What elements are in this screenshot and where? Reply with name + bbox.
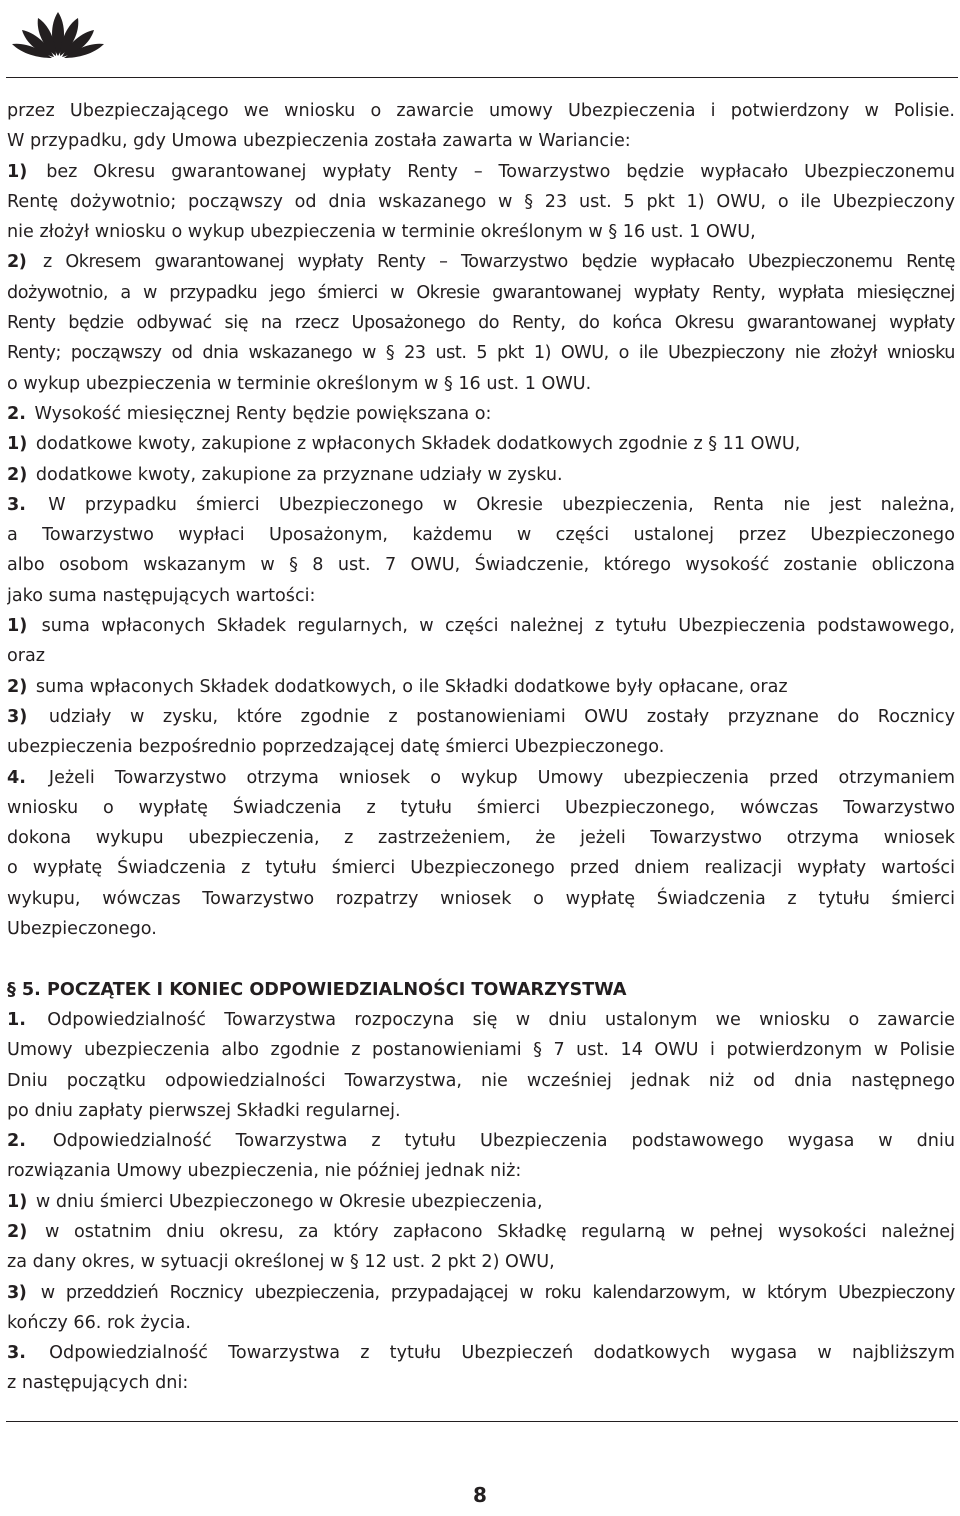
item-number: 1) [7,161,28,182]
text-line [7,247,955,277]
line-text: albo osobom wskazanym w § 8 ust. 7 OWU, Świadczenie, którego wysokość zostanie obliczona [7,555,955,576]
line-text: za dany okres, w sytuacji określonej w § 12 ust. 2 pkt 2) OWU, [7,1252,555,1273]
line-text: dodatkowe kwoty, zakupione z wpłaconych Składek dodatkowych zgodnie z § 11 OWU, [35,434,801,455]
text-line [7,1278,955,1308]
line-text: udziały w zysku, które zgodnie z postanowieniami OWU zostały przyznane do Rocznicy [48,706,955,727]
item-number: 2) [7,676,28,697]
line-text: Ubezpieczonego. [7,919,157,940]
text-line [7,369,955,399]
line-text: z następujących dni: [7,1373,189,1394]
text-line [7,96,955,126]
leaf-fan-logo-icon [10,8,106,58]
text-line [7,338,955,368]
line-text: Renty; począwszy od dnia wskazanego w § 23 ust. 5 pkt 1) OWU, o ile Ubezpieczony nie złożył wniosku [7,343,955,364]
company-logo [10,8,106,58]
text-line [7,1368,955,1398]
text-line [7,763,955,793]
page-number: 8 [473,1483,487,1507]
line-text: Dniu początku odpowiedzialności Towarzystwa, nie wcześniej jednak niż od dnia następnego [7,1070,955,1091]
header-divider [6,77,958,78]
text-line [7,853,955,883]
text-line [7,1217,955,1247]
text-line [7,126,955,156]
text-line [7,884,955,914]
line-text: dokona wykupu ubezpieczenia, z zastrzeżeniem, że jeżeli Towarzystwo otrzyma wniosek [7,828,955,849]
text-line [7,429,955,459]
line-text: W przypadku, gdy Umowa ubezpieczenia została zawarta w Wariancie: [7,131,631,152]
line-text: Odpowiedzialność Towarzystwa rozpoczyna się w dniu ustalonym we wniosku o zawarcie [47,1009,955,1030]
line-text: w przeddzień Rocznicy ubezpieczenia, przypadającej w roku kalendarzowym, w którym Ubezpieczony [40,1282,955,1303]
line-text: rozwiązania Umowy ubezpieczenia, nie później jednak niż: [7,1161,522,1182]
item-number: 2) [7,464,28,485]
line-text: wniosku o wypłatę Świadczenia z tytułu śmierci Ubezpieczonego, wówczas Towarzystwo [7,797,955,818]
text-line [7,581,955,611]
item-number: 1) [7,616,28,637]
line-text: o wypłatę Świadczenia z tytułu śmierci Ubezpieczonego przed dniem realizacji wypłaty wartości [7,858,955,879]
line-text: po dniu zapłaty pierwszej Składki regularnej. [7,1100,401,1121]
text-line [7,278,955,308]
item-number: 1. [7,1009,26,1030]
text-line [7,1096,955,1126]
text-line [7,217,955,247]
line-text: Umowy ubezpieczenia albo zgodnie z postanowieniami § 7 ust. 14 OWU i potwierdzonym w Polisie [7,1040,955,1061]
text-line [7,1187,955,1217]
text-line [7,823,955,853]
text-line [7,1308,955,1338]
item-number: 2) [7,1221,28,1242]
text-line [7,732,955,762]
text-line [7,399,955,429]
text-line [7,1156,955,1186]
text-line [7,157,955,187]
line-text: dożywotnio, a w przypadku jego śmierci w Okresie gwarantowanej wypłaty Renty, wypłata miesięcznej [7,282,955,303]
line-text: W przypadku śmierci Ubezpieczonego w Okresie ubezpieczenia, Renta nie jest należna, [48,494,955,515]
text-line [7,1066,955,1096]
text-line [7,460,955,490]
text-line [7,611,955,641]
line-text: a Towarzystwo wypłaci Uposażonym, każdemu w części ustalonej przez Ubezpieczonego [7,525,955,546]
text-line [7,187,955,217]
text-line [7,702,955,732]
text-line [7,520,955,550]
text-line [7,914,955,944]
footer-divider [6,1421,958,1422]
text-line [7,672,955,702]
line-text: Odpowiedzialność Towarzystwa z tytułu Ubezpieczenia podstawowego wygasa w dniu [52,1131,955,1152]
line-text: wykupu, wówczas Towarzystwo rozpatrzy wniosek o wypłatę Świadczenia z tytułu śmierci [7,888,955,909]
item-number: 2) [7,252,27,273]
item-number: 2. [7,1131,26,1152]
line-text: Jeżeli Towarzystwo otrzyma wniosek o wykup Umowy ubezpieczenia przed otrzymaniem [48,767,955,788]
blank-line [7,944,955,974]
item-number: 2. [7,403,26,424]
item-number: 3. [7,1343,26,1364]
line-text: w dniu śmierci Ubezpieczonego w Okresie ubezpieczenia, [35,1191,543,1212]
line-text: Wysokość miesięcznej Renty będzie powiększana o: [34,403,492,424]
text-line [7,1035,955,1065]
text-line [7,550,955,580]
line-text: bez Okresu gwarantowanej wypłaty Renty – Towarzystwo będzie wypłacało Ubezpieczonemu [46,161,955,182]
line-text: nie złożył wniosku o wykup ubezpieczenia w terminie określonym w § 16 ust. 1 OWU, [7,222,756,243]
document-body [7,96,955,1399]
line-text: Renty będzie odbywać się na rzecz Uposażonego do Renty, do końca Okresu gwarantowanej wypłaty [7,313,955,334]
line-text: ubezpieczenia bezpośrednio poprzedzającej datę śmierci Ubezpieczonego. [7,737,665,758]
line-text: z Okresem gwarantowanej wypłaty Renty – Towarzystwo będzie wypłacało Ubezpieczonemu Rentę [42,252,955,273]
item-number: 3) [7,1282,27,1303]
line-text: oraz [7,646,46,667]
line-text: suma wpłaconych Składek dodatkowych, o ile Składki dodatkowe były opłacane, oraz [35,676,788,697]
section-heading: § 5. POCZĄTEK I KONIEC ODPOWIEDZIALNOŚCI TOWARZYSTWA [7,979,627,1000]
item-number: 4. [7,767,26,788]
text-line [7,308,955,338]
text-line [7,641,955,671]
text-line [7,1005,955,1035]
line-text: jako suma następujących wartości: [7,585,316,606]
text-line [7,1338,955,1368]
item-number: 1) [7,1191,28,1212]
line-text: kończy 66. rok życia. [7,1312,191,1333]
line-text: Odpowiedzialność Towarzystwa z tytułu Ubezpieczeń dodatkowych wygasa w najbliższym [49,1343,955,1364]
line-text: w ostatnim dniu okresu, za który zapłacono Składkę regularną w pełnej wysokości należnej [44,1221,955,1242]
text-line [7,490,955,520]
text-line [7,1247,955,1277]
line-text: Rentę dożywotnio; począwszy od dnia wskazanego w § 23 ust. 5 pkt 1) OWU, o ile Ubezpieczony [7,191,955,212]
line-text: o wykup ubezpieczenia w terminie określonym w § 16 ust. 1 OWU. [7,373,592,394]
text-line [7,793,955,823]
item-number: 3) [7,706,28,727]
line-text: dodatkowe kwoty, zakupione za przyznane udziały w zysku. [35,464,563,485]
item-number: 3. [7,494,26,515]
text-line [7,1126,955,1156]
line-text: suma wpłaconych Składek regularnych, w części należnej z tytułu Ubezpieczenia podstawowego, [41,616,955,637]
item-number: 1) [7,434,28,455]
line-text: przez Ubezpieczającego we wniosku o zawarcie umowy Ubezpieczenia i potwierdzony w Polisie. [7,101,955,121]
